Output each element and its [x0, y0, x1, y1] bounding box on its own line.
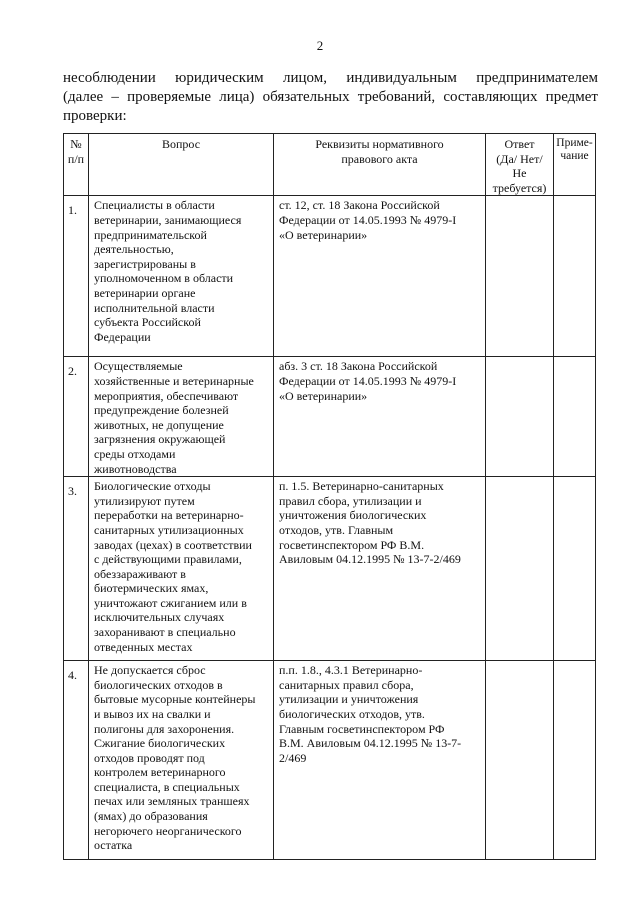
row-answer-cell[interactable] [486, 477, 554, 661]
header-question: Вопрос [89, 134, 274, 196]
row-note-cell[interactable] [554, 357, 596, 477]
row-reference: ст. 12, ст. 18 Закона Российской Федерации от 14.05.1993 № 4979-I «О ветеринарии» [274, 196, 486, 357]
row-answer-cell[interactable] [486, 357, 554, 477]
row-number: 3. [64, 477, 89, 661]
table-header-row [64, 134, 596, 196]
table-row [64, 196, 596, 357]
row-reference: п. 1.5. Ветеринарно-санитарных правил сбора, утилизации и уничтожения биологических отходов, утв. Главным госветинспектором РФ В.М. Авиловым 04.12.1995 № 13-7-2/469 [274, 477, 486, 661]
header-note: Приме- чание [554, 134, 596, 196]
row-reference: абз. 3 ст. 18 Закона Российской Федерации от 14.05.1993 № 4979-I «О ветеринарии» [274, 357, 486, 477]
row-question: Специалисты в области ветеринарии, занимающиеся предпринимательской деятельностью, зарегистрированы в уполномоченном в области ветеринарии органе исполнительной власти субъекта Российской Федерации [89, 196, 274, 357]
row-number: 1. [64, 196, 89, 357]
table-row [64, 477, 596, 661]
checklist-table [63, 133, 596, 860]
row-note-cell[interactable] [554, 661, 596, 860]
intro-paragraph [63, 69, 598, 126]
row-note-cell[interactable] [554, 477, 596, 661]
intro-line-1: несоблюдении юридическим лицом, индивидуальным предпринимателем [63, 70, 598, 86]
table-row [64, 357, 596, 477]
row-question: Осуществляемые хозяйственные и ветеринарные мероприятия, обеспечивают предупреждение болезней животных, не допущение загрязнения окружающей среды отходами животноводства [89, 357, 274, 477]
header-num: № п/п [64, 134, 89, 196]
row-answer-cell[interactable] [486, 196, 554, 357]
intro-line-3: проверки: [63, 108, 127, 124]
row-reference: п.п. 1.8., 4.3.1 Ветеринарно- санитарных правил сбора, утилизации и уничтожения биологических отходов, утв. Главным госветинспектором РФ В.М. Авиловым 04.12.1995 № 13-7- 2/469 [274, 661, 486, 860]
row-number: 4. [64, 661, 89, 860]
row-question: Биологические отходы утилизируют путем переработки на ветеринарно- санитарных утилизационных заводах (цехах) в соответствии с действующими правилами, обеззараживают в биотермических ямах, уничтожают сжиганием или в исключительных случаях захоранивают в специально отведенных местах [89, 477, 274, 661]
page-number: 2 [316, 38, 324, 53]
row-note-cell[interactable] [554, 196, 596, 357]
table-row [64, 661, 596, 860]
header-reference: Реквизиты нормативного правового акта [274, 134, 486, 196]
row-answer-cell[interactable] [486, 661, 554, 860]
header-answer: Ответ (Да/ Нет/ Не требуется) [486, 134, 554, 196]
intro-line-2: (далее – проверяемые лица) обязательных требований, составляющих предмет [63, 89, 598, 105]
row-question: Не допускается сброс биологических отходов в бытовые мусорные контейнеры и вывоз их на свалки и полигоны для захоронения. Сжигание биологических отходов проводят под контролем ветеринарного специалиста, в специальных печах или земляных траншеях (ямах) до образования негорючего неорганического остатка [89, 661, 274, 860]
row-number: 2. [64, 357, 89, 477]
